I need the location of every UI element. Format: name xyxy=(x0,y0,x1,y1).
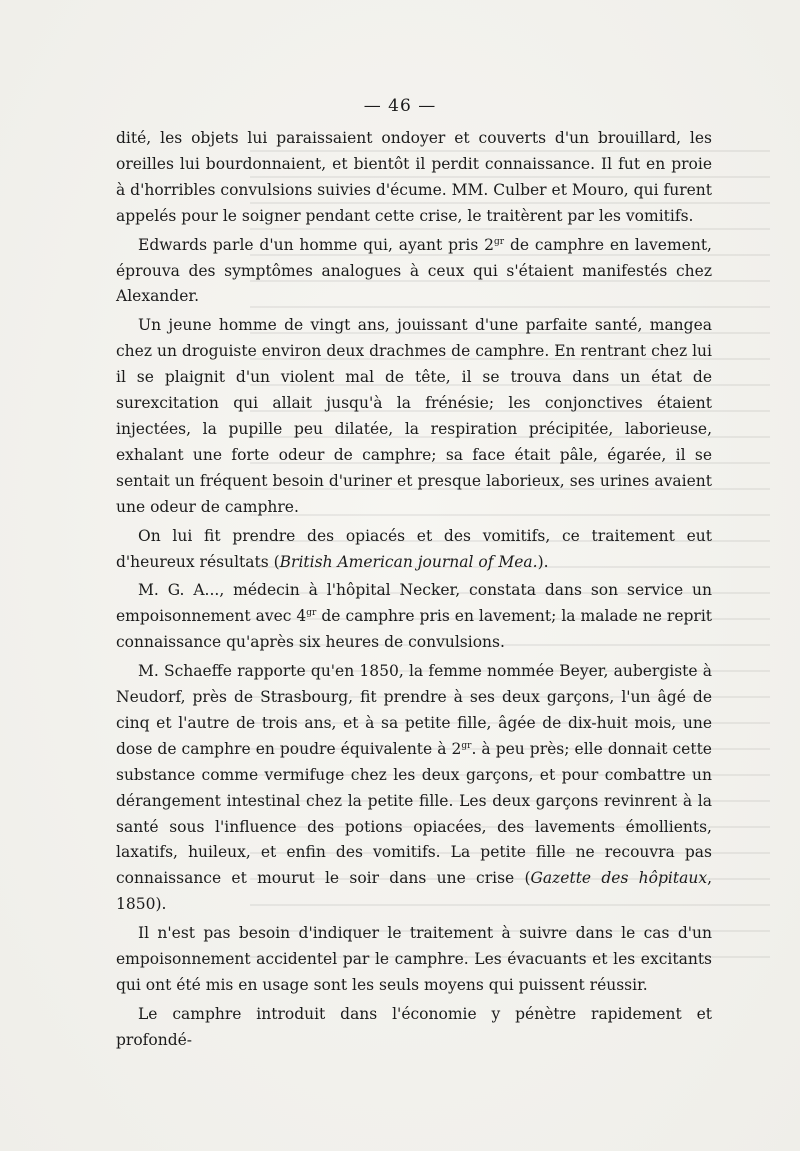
page-number: — 46 — xyxy=(363,96,437,116)
paragraph xyxy=(116,921,712,999)
body-text xyxy=(116,126,712,1057)
text-run: Edwards parle d'un homme qui, ayant pris 2 xyxy=(138,235,495,254)
text-run: de camphre pris en lavement; la malade ne reprit connaissance qu'après six heures de convulsions. xyxy=(116,607,713,652)
citation-italic: Gazette des hôpitaux xyxy=(530,869,708,888)
citation-italic: British American journal of Mea. xyxy=(279,552,538,571)
text-run: ). xyxy=(537,552,549,571)
paragraph xyxy=(116,126,712,230)
text-run: Un jeune homme de vingt ans, jouissant d'une parfaite santé, mangea chez un droguiste environ deux drachmes de camphre. En rentrant chez lui il se plaignit d'un violent mal de tête, il se trouva dans un état de surexcitation qui allait jusqu'à la frénésie; les conjonctives étaient injectées, la pupille peu dilatée, la respiration précipitée, laborieuse, exhalant une forte odeur de camphre; sa face était pâle, égarée, il se sentait un fréquent besoin d'uriner et presque laborieux, ses urines avaient une odeur de camphre. xyxy=(116,316,712,516)
text-run: M. Schaeffe rapporte qu'en 1850, la femme nommée Beyer, aubergiste à Neudorf, près de Strasbourg, fit prendre à ses deux garçons, l'un âgé de cinq et l'autre de trois ans, et à sa petite fille, âgée de dix-huit mois, une dose de camphre en poudre équivalente à 2 xyxy=(116,662,712,758)
paragraph xyxy=(116,233,712,311)
text-run: M. G. A..., médecin à l'hôpital Necker, constata dans son service un empoisonnement avec 4 xyxy=(116,581,712,626)
text-run: , 1850). xyxy=(116,869,712,914)
paragraph xyxy=(116,524,712,576)
paragraph xyxy=(116,1002,712,1054)
text-run: de camphre en lavement, éprouva des symptômes analogues à ceux qui s'étaient manifestés chez Alexander. xyxy=(116,235,712,306)
text-run: On lui fit prendre des opiacés et des vomitifs, ce traitement eut d'heureux résultats ( xyxy=(116,526,712,571)
unit-superscript: gr xyxy=(461,740,472,751)
text-run: Le camphre introduit dans l'économie y pénètre rapidement et profondé- xyxy=(116,1004,712,1049)
text-run: Il n'est pas besoin d'indiquer le traitement à suivre dans le cas d'un empoisonnement accidentel par le camphre. Les évacuants et les excitants qui ont été mis en usage sont les seuls moyens qui puissent réussir. xyxy=(116,924,712,994)
text-run: dité, les objets lui paraissaient ondoyer et couverts d'un brouillard, les oreilles lui bourdonnaient, et bientôt il perdit connaissance. Il fut en proie à d'horribles convulsions suivies d'écume. MM. Culber et Mouro, qui furent appelés pour le soigner pendant cette crise, le traitèrent par les vomitifs. xyxy=(116,129,712,225)
text-run: . à peu près; elle donnait cette substance comme vermifuge chez les deux garçons, et pour combattre un dérangement intestinal chez la petite fille. Les deux garçons revinrent à la santé sous l'influence des potions opiacées, des lavements émollients, laxatifs, huileux, et enfin des vomitifs. La petite fille ne recouvra pas connaissance et mourut le soir dans une crise ( xyxy=(116,739,712,888)
paragraph xyxy=(116,659,712,918)
unit-superscript: gr xyxy=(494,236,505,247)
paragraph xyxy=(116,313,712,520)
unit-superscript: gr xyxy=(306,608,317,619)
paragraph xyxy=(116,578,712,656)
